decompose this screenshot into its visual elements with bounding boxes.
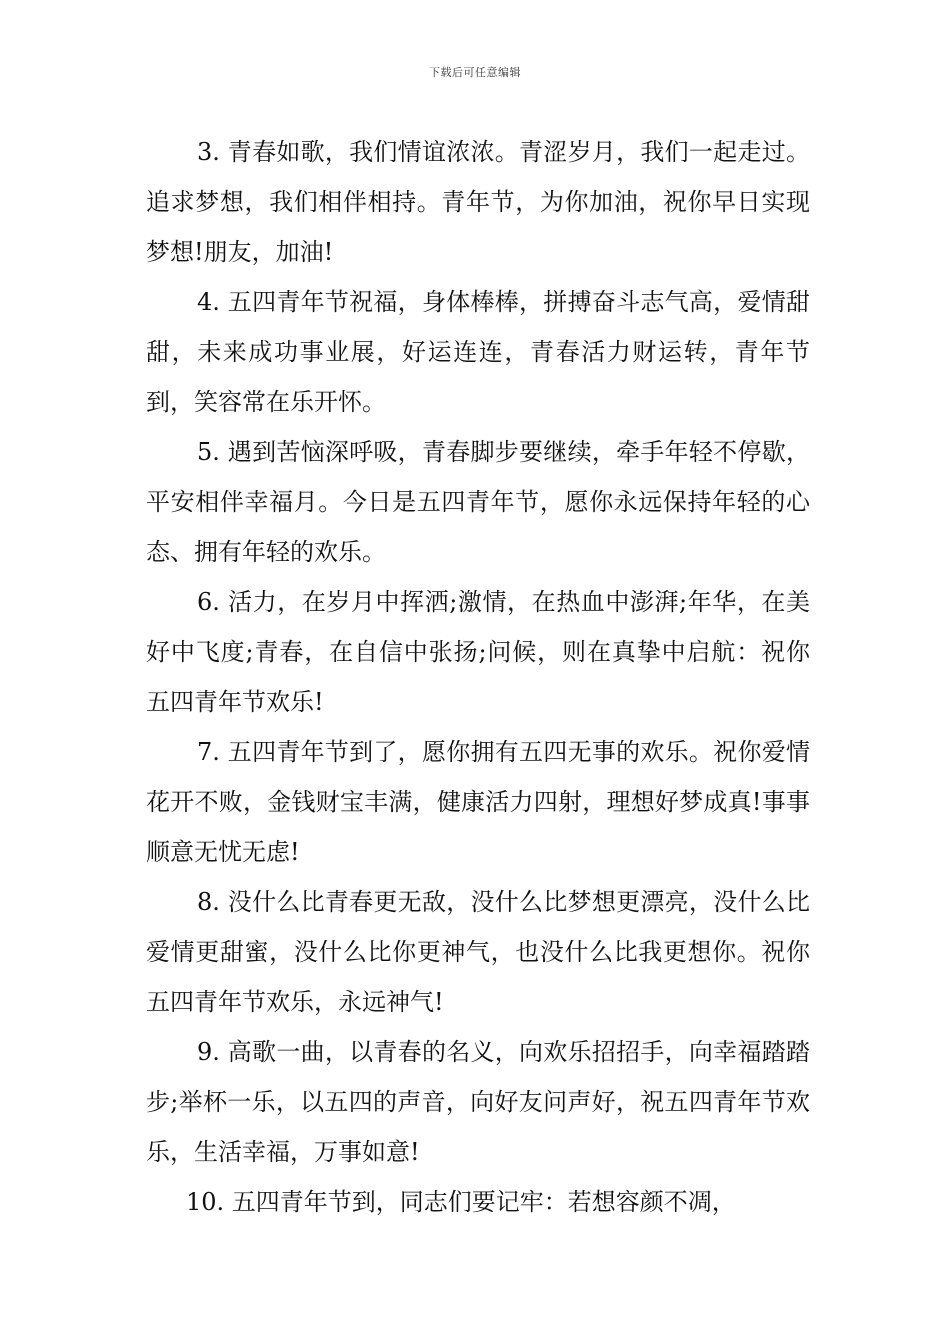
page-header-note: 下载后可任意编辑 (429, 66, 521, 79)
paragraph-item-9: 9. 高歌一曲，以青春的名义，向欢乐招招手，向幸福踏踏步;举杯一乐，以五四的声音，向好友问声好，祝五四青年节欢乐，生活幸福，万事如意! (146, 1038, 810, 1166)
document-body (146, 127, 810, 1227)
paragraph-item-3: 3. 青春如歌，我们情谊浓浓。青涩岁月，我们一起走过。追求梦想，我们相伴相持。青年节，为你加油，祝你早日实现梦想!朋友，加油! (146, 138, 810, 266)
paragraph-item-8: 8. 没什么比青春更无敌，没什么比梦想更漂亮，没什么比爱情更甜蜜，没什么比你更神气，也没什么比我更想你。祝你五四青年节欢乐，永远神气! (146, 888, 810, 1016)
paragraph-item-7: 7. 五四青年节到了，愿你拥有五四无事的欢乐。祝你爱情花开不败，金钱财宝丰满，健康活力四射，理想好梦成真!事事顺意无忧无虑! (146, 738, 810, 866)
paragraph-item-6: 6. 活力，在岁月中挥洒;激情，在热血中澎湃;年华，在美好中飞度;青春，在自信中张扬;问候，则在真挚中启航：祝你五四青年节欢乐! (146, 588, 810, 716)
paragraph-item-5: 5. 遇到苦恼深呼吸，青春脚步要继续，牵手年轻不停歇，平安相伴幸福月。今日是五四青年节，愿你永远保持年轻的心态、拥有年轻的欢乐。 (146, 438, 810, 566)
paragraph-item-10: 10. 五四青年节到，同志们要记牢：若想容颜不凋， (186, 1188, 736, 1216)
paragraph-item-4: 4. 五四青年节祝福，身体棒棒，拼搏奋斗志气高，爱情甜甜，未来成功事业展，好运连连，青春活力财运转，青年节到，笑容常在乐开怀。 (146, 288, 810, 416)
